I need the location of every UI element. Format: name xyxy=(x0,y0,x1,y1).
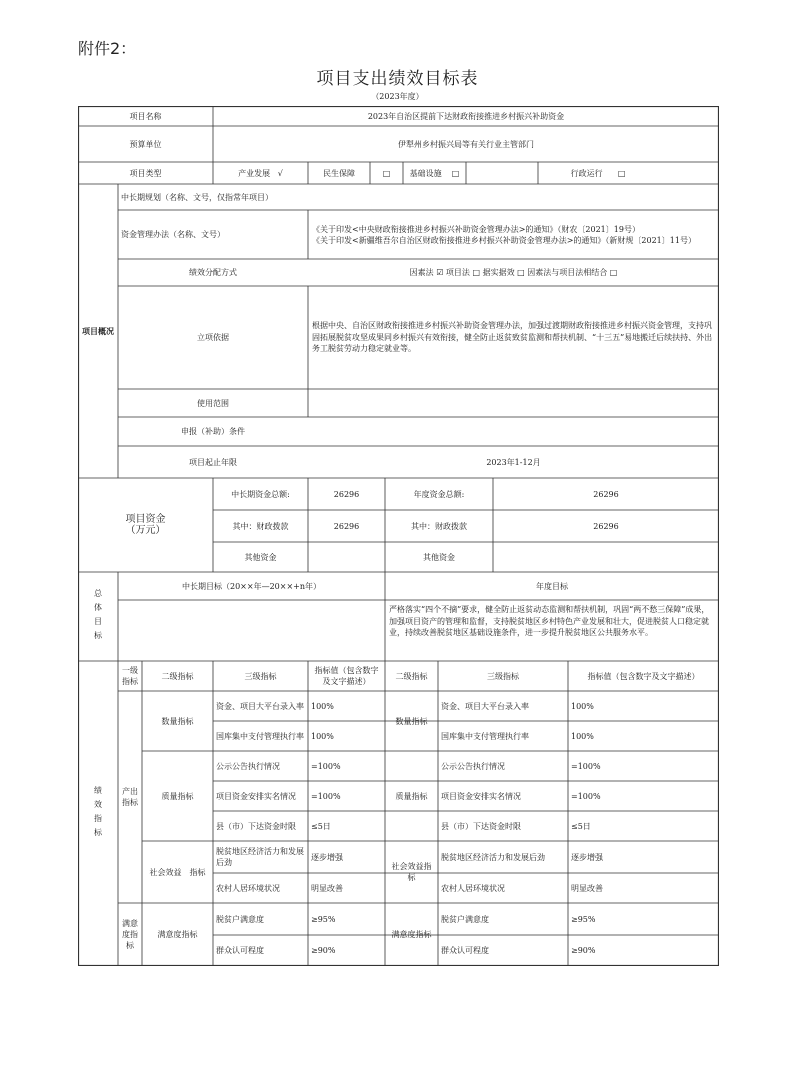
indicator-value-b: ≤5日 xyxy=(571,821,591,831)
type-option-livelihood: 民生保障 xyxy=(323,168,355,178)
indicator-value: ≥90% xyxy=(311,946,336,955)
indicator-value: 明显改善 xyxy=(311,883,343,893)
funds-section-label xyxy=(78,478,213,572)
attachment-label: 附件2： xyxy=(78,39,137,58)
fund-method-line-1: 《关于印发<中央财政衔接推进乡村振兴补助资金管理办法>的通知》（财农〔2021〕19号） xyxy=(312,224,640,234)
plan-label: 中长期规划（名称、文号，仅指常年项目） xyxy=(121,192,273,202)
indicator-value-b: 逐步增强 xyxy=(571,852,603,862)
mid-total-label: 中长期资金总额: xyxy=(231,489,290,499)
annual-total-label: 年度资金总额: xyxy=(413,489,465,499)
satisfaction-label-right: 满意度指标 xyxy=(391,930,432,939)
social-label-right: 社会效益指标 xyxy=(391,862,432,882)
funds-label-main: 项目资金 xyxy=(125,514,166,525)
indicator-l3: 国库集中支付管理执行率 xyxy=(216,731,304,741)
annual-other-label: 其他资金 xyxy=(423,552,455,562)
indicator-value-b: 明显改善 xyxy=(571,883,603,893)
indicator-value-b: ≥95% xyxy=(571,914,596,924)
quantity-label-left: 数量指标 xyxy=(161,716,194,726)
type-option-industry xyxy=(213,162,308,184)
fund-method-value xyxy=(308,210,719,259)
indicator-value: 逐步增强 xyxy=(311,852,343,862)
indicator-l3-b: 国库集中支付管理执行率 xyxy=(441,731,529,741)
indicator-value-b: =100% xyxy=(571,791,601,801)
indicator-value: 100% xyxy=(311,701,334,711)
type-industry-label: 产业发展 xyxy=(238,168,271,178)
indicator-value: 100% xyxy=(311,731,334,741)
project-name-label: 项目名称 xyxy=(129,111,162,121)
mid-total-value: 26296 xyxy=(333,489,360,499)
indicator-value: ≥95% xyxy=(311,914,336,924)
mid-goal-header: 中长期目标（20××年—20××+n年） xyxy=(181,581,322,591)
indicator-l3-b: 公示公告执行情况 xyxy=(441,761,505,771)
indicator-l3: 群众认可程度 xyxy=(216,946,264,955)
annual-goal-header: 年度目标 xyxy=(536,581,568,591)
indicator-l3: 脱贫户满意度 xyxy=(216,914,264,924)
type-option-infrastructure xyxy=(403,162,466,184)
indicator-l3-b: 农村人居环境状况 xyxy=(441,883,505,893)
indicator-l3: 资金、项目大平台录入率 xyxy=(216,701,304,711)
overview-section-label: 项目概况 xyxy=(82,325,114,336)
annual-total-value: 26296 xyxy=(593,489,619,499)
fund-method-line-2: 《关于印发<新疆维吾尔自治区财政衔接推进乡村振兴补助资金管理办法>的通知》（新财规〔2021〕11号） xyxy=(312,235,696,245)
condition-label: 申报（补助）条件 xyxy=(181,427,245,436)
indicator-value-b: =100% xyxy=(571,761,601,771)
indicators-section-label: 绩效指标 xyxy=(93,785,103,842)
indicator-l3: 脱贫地区经济活力和发展后劲 xyxy=(216,847,304,867)
indicator-value: =100% xyxy=(311,791,341,801)
header-level2: 二级指标 xyxy=(161,671,194,681)
header-value: 指标值（包含数字及文字描述） xyxy=(314,666,379,686)
type-industry-check: √ xyxy=(277,168,283,178)
indicator-l3-b: 项目资金安排实名情况 xyxy=(441,791,521,801)
type-infrastructure-checkbox: □ xyxy=(451,168,460,178)
allocation-options: 因素法 ☑ 项目法 □ 据实据效 □ 因素法与项目法相结合 □ xyxy=(409,268,618,277)
header-level3-b: 三级指标 xyxy=(487,671,519,681)
performance-table xyxy=(78,106,719,966)
type-infrastructure-label: 基础设施 xyxy=(409,168,442,178)
indicator-l3: 农村人居环境状况 xyxy=(216,883,280,893)
annual-fiscal-value: 26296 xyxy=(593,521,619,531)
funds-label-unit: （万元） xyxy=(125,525,166,536)
quantity-label-right: 数量指标 xyxy=(395,716,428,726)
indicator-l3: 项目资金安排实名情况 xyxy=(216,791,296,801)
type-administration-checkbox: □ xyxy=(617,168,626,178)
annual-fiscal-label: 其中：财政拨款 xyxy=(411,521,467,531)
scope-label: 使用范围 xyxy=(197,398,229,408)
header-value-b: 指标值（包含数字及文字描述） xyxy=(587,671,700,681)
indicator-l3-b: 脱贫户满意度 xyxy=(441,914,489,924)
indicator-value: ≤5日 xyxy=(311,821,331,831)
mid-fiscal-value: 26296 xyxy=(333,521,360,531)
budget-unit-value: 伊犁州乡村振兴局等有关行业主管部门 xyxy=(398,139,534,149)
budget-unit-label: 预算单位 xyxy=(129,139,162,149)
mid-other-label: 其他资金 xyxy=(244,552,277,562)
indicator-l3: 县（市）下达资金时限 xyxy=(216,821,296,831)
allocation-label: 绩效分配方式 xyxy=(189,268,237,277)
indicator-l3-b: 资金、项目大平台录入率 xyxy=(441,701,529,711)
quality-label-left: 质量指标 xyxy=(161,791,194,801)
type-administration-label: 行政运行 xyxy=(570,168,603,178)
fund-method-label: 资金管理办法（名称、文号） xyxy=(121,230,225,239)
header-level3: 三级指标 xyxy=(244,671,277,681)
indicator-value: =100% xyxy=(311,761,341,771)
goals-section-label: 总体目标 xyxy=(93,588,103,645)
indicator-l3: 公示公告执行情况 xyxy=(216,761,280,771)
type-livelihood-checkbox: □ xyxy=(382,168,391,178)
social-label-left: 社会效益 指标 xyxy=(149,867,206,877)
indicator-value-b: ≥90% xyxy=(571,946,596,955)
period-value: 2023年1-12月 xyxy=(486,457,541,467)
annual-goal-text: 严格落实“四个不摘”要求，健全防止返贫动态监测和帮扶机制，巩固“两不愁三保障”成果，加强项目资产的管理和监督，支持脱贫地区乡村特色产业发展和壮大，促进脱贫人口稳定就业，持续改善脱贫地区基础设施条件，进一步提升脱贫地区公共服务水平。 xyxy=(389,605,710,637)
period-label: 项目起止年限 xyxy=(189,457,237,467)
indicator-value-b: 100% xyxy=(571,731,594,741)
indicator-value-b: 100% xyxy=(571,701,594,711)
satisfaction-indicator-label: 满意度指标 xyxy=(122,919,138,950)
project-name-value: 2023年自治区提前下达财政衔接推进乡村振兴补助资金 xyxy=(367,111,565,121)
satisfaction-label-left: 满意度指标 xyxy=(157,930,198,939)
output-indicator-label: 产出指标 xyxy=(122,787,138,807)
year-label: （2023年度） xyxy=(371,92,424,101)
header-level2-b: 二级指标 xyxy=(395,671,428,681)
indicator-l3-b: 群众认可程度 xyxy=(441,946,489,955)
page-title: 项目支出绩效目标表 xyxy=(316,69,479,89)
basis-text: 根据中央、自治区财政衔接推进乡村振兴补助资金管理办法，加强过渡期财政衔接推进乡村振兴资金管理，支持巩固拓展脱贫攻坚成果同乡村振兴有效衔接，健全防止返贫致贫监测和帮扶机制、“十三五”易地搬迁后续扶持、外出务工脱贫劳动力稳定就业等。 xyxy=(312,321,713,354)
mid-fiscal-label: 其中：财政拨款 xyxy=(232,521,289,531)
indicator-l3-b: 县（市）下达资金时限 xyxy=(441,821,521,831)
header-level1: 一级指标 xyxy=(122,666,138,686)
indicator-l3-b: 脱贫地区经济活力和发展后劲 xyxy=(441,852,545,862)
project-type-label: 项目类型 xyxy=(129,168,162,178)
type-option-administration xyxy=(538,162,658,184)
basis-label: 立项依据 xyxy=(197,333,229,342)
quality-label-right: 质量指标 xyxy=(395,791,428,801)
